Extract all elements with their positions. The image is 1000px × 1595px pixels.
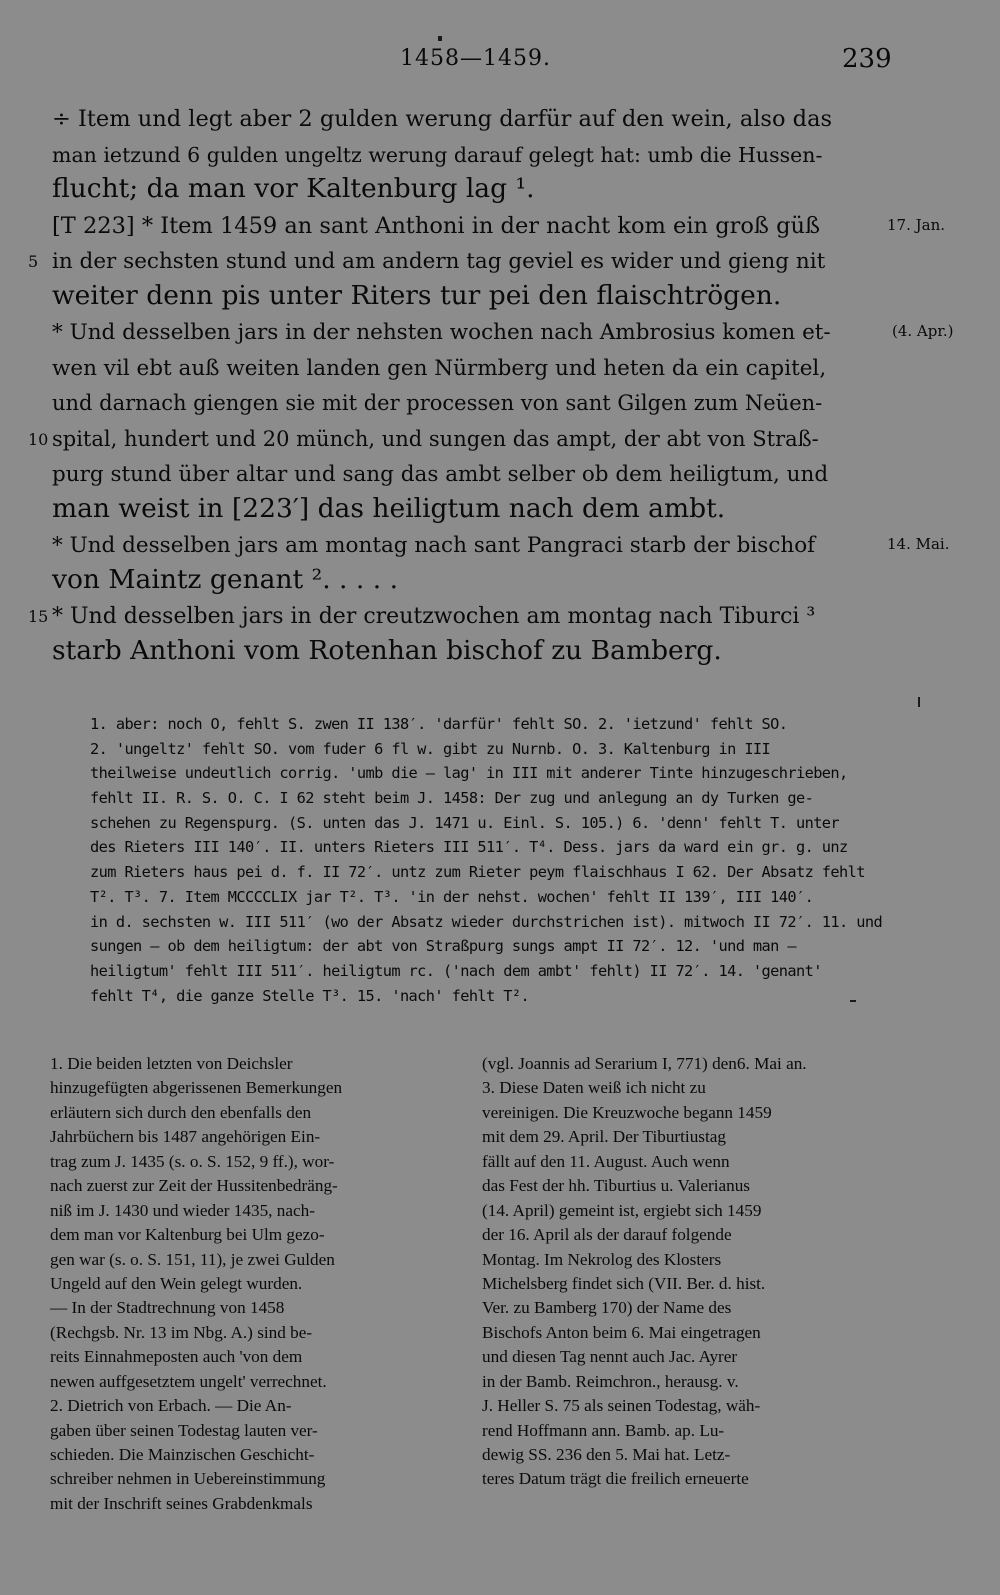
footnote-line: 3. Diese Daten weiß ich nicht zu: [482, 1078, 706, 1098]
footnote-line: hinzugefügten abgerissenen Bemerkungen: [50, 1078, 343, 1098]
running-title: 1458—1459.: [400, 46, 551, 71]
line-text: von Maintz genant ². . . . .: [52, 563, 399, 595]
line-text: * Und desselben jars in der creutzwochen am montag nach Tiburci ³: [52, 604, 816, 629]
apparatus-line: zum Rieters haus pei d. f. II 72′. untz zum Rieter peym flaischhaus I 62. Der Absatz fehlt: [90, 863, 865, 882]
apparatus-line: 2. 'ungeltz' fehlt SO. vom fuder 6 fl w. gibt zu Nurnb. O. 3. Kaltenburg in III: [90, 739, 771, 758]
text-line: [52, 384, 888, 420]
apparatus-line: theilweise undeutlich corrig. 'umb die — lag' in III mit anderer Tinte hinzugeschrieben,: [90, 764, 848, 783]
running-head: [0, 40, 1000, 80]
text-line: [28, 597, 888, 633]
footnotes-left-column: [50, 1052, 448, 1516]
apparatus-line: sungen — ob dem heiligtum: der abt von Straßpurg sungs ampt II 72′. 12. 'und man —: [90, 937, 796, 956]
footnote-line: Michelsberg findet sich (VII. Ber. d. hist.: [482, 1273, 766, 1293]
text-line: [52, 562, 888, 598]
footnote-line: und diesen Tag nennt auch Jac. Ayrer: [482, 1347, 738, 1367]
footnote-line: mit der Inschrift seines Grabdenkmals: [50, 1493, 313, 1513]
critical-apparatus: [90, 712, 886, 1008]
footnote-line: schreiber nehmen in Uebereinstimmung: [50, 1469, 326, 1489]
line-text: weiter denn pis unter Riters tur pei den flaischtrögen.: [52, 279, 782, 311]
text-line: [52, 313, 954, 349]
footnote-line: das Fest der hh. Tiburtius u. Valerianus: [482, 1176, 750, 1196]
footnote-line: (Rechgsb. Nr. 13 im Nbg. A.) sind be-: [50, 1322, 313, 1342]
footnote-line: newen auffgesetztem ungelt' verrechnet.: [50, 1371, 327, 1391]
text-line: [28, 420, 888, 456]
apparatus-line: des Rieters III 140′. II. unters Rieters III 511′. T⁴. Dess. jars da ward ein gr. g. unz: [90, 838, 848, 857]
footnote-line: Bischofs Anton beim 6. Mai eingetragen: [482, 1322, 761, 1342]
text-line: [52, 491, 888, 527]
line-text: * Und desselben jars am montag nach sant Pangraci starb der bischof: [52, 533, 816, 558]
text-line: [52, 278, 888, 314]
text-line: [52, 136, 888, 172]
page-number: 239: [842, 44, 892, 74]
print-speck: [918, 697, 920, 707]
line-text: wen vil ebt auß weiten landen gen Nürmberg und heten da ein capitel,: [52, 355, 827, 381]
line-text: ÷ Item und legt aber 2 gulden werung darfür auf den wein, also das: [52, 106, 833, 132]
main-text: [28, 100, 954, 668]
footnote-line: der 16. April als der darauf folgende: [482, 1225, 732, 1245]
line-text: in der sechsten stund und am andern tag geviel es wider und gieng nit: [52, 249, 826, 274]
footnote-line: trag zum J. 1435 (s. o. S. 152, 9 ff.), wor-: [50, 1151, 335, 1171]
line-number: 15: [28, 607, 49, 626]
footnote-line: J. Heller S. 75 als seinen Todestag, wäh-: [482, 1396, 761, 1416]
apparatus-line: heiligtum' fehlt III 511′. heiligtum rc. ('nach dem ambt' fehlt) II 72′. 14. 'genant': [90, 961, 822, 980]
footnote-line: dewig SS. 236 den 5. Mai hat. Letz-: [482, 1445, 731, 1464]
footnote-line: schieden. Die Mainzischen Geschicht-: [50, 1445, 315, 1464]
text-line: [52, 633, 888, 669]
footnote-line: (vgl. Joannis ad Serarium I, 771) den: [482, 1054, 737, 1073]
footnote-line: reits Einnahmeposten auch 'von dem: [50, 1347, 303, 1367]
line-number: 5: [28, 252, 39, 271]
footnote-line: teres Datum trägt die freilich erneuerte: [482, 1469, 749, 1489]
apparatus-line: T². T³. 7. Item MCCCCLIX jar T². T³. 'in der nehst. wochen' fehlt II 139′, III 140′.: [90, 887, 814, 906]
print-speck: [850, 1000, 856, 1002]
footnote-line: Ungeld auf den Wein gelegt wurden.: [50, 1273, 303, 1293]
footnote-line: gen war (s. o. S. 151, 11), je zwei Gulden: [50, 1249, 335, 1269]
footnote-line: rend Hoffmann ann. Bamb. ap. Lu-: [482, 1420, 725, 1440]
footnote-line: nach zuerst zur Zeit der Hussitenbedräng-: [50, 1176, 338, 1196]
footnote-line: dem man vor Kaltenburg bei Ulm gezo-: [50, 1225, 325, 1245]
text-line: [52, 349, 888, 385]
footnote-line: 2. Dietrich von Erbach. — Die An-: [50, 1396, 292, 1416]
footnote-line: — In der Stadtrechnung von 1458: [50, 1298, 285, 1318]
line-text: man ietzund 6 gulden ungeltz werung darauf gelegt hat: umb die Hussen-: [52, 142, 823, 167]
text-line: [52, 171, 888, 207]
footnote-line: 6. Mai an.: [736, 1054, 807, 1073]
line-text: purg stund über altar und sang das ambt selber ob dem heiligtum, und: [52, 462, 829, 487]
margin-date: 17. Jan.: [887, 215, 946, 234]
margin-date: 14. Mai.: [887, 535, 950, 553]
apparatus-line: 1. aber: noch O, fehlt S. zwen II 138′. 'darfür' fehlt SO. 2. 'ietzund' fehlt SO.: [90, 715, 788, 733]
line-text: spital, hundert und 20 münch, und sungen das ampt, der abt von Straß-: [52, 426, 819, 451]
line-number: 10: [28, 429, 49, 449]
footnote-line: Jahrbüchern bis 1487 angehörigen Ein-: [50, 1127, 321, 1147]
text-line: [52, 207, 946, 243]
footnote-line: niß im J. 1430 und wieder 1435, nach-: [50, 1200, 315, 1220]
footnote-line: Ver. zu Bamberg 170) der Name des: [482, 1298, 732, 1318]
line-text: starb Anthoni vom Rotenhan bischof zu Bamberg.: [52, 634, 722, 666]
footnote-line: 1. Die beiden letzten von Deichsler: [50, 1054, 293, 1073]
line-text: [T 223] * Item 1459 an sant Anthoni in der nacht kom ein groß güß: [52, 212, 821, 239]
print-speck: [438, 36, 442, 41]
text-line: [52, 526, 950, 562]
footnote-line: in der Bamb. Reimchron., herausg. v.: [482, 1371, 739, 1391]
line-text: und darnach giengen sie mit der processen von sant Gilgen zum Neüen-: [52, 391, 823, 415]
text-line: [28, 242, 888, 278]
apparatus-line: fehlt II. R. S. O. C. I 62 steht beim J. 1458: Der zug und anlegung an dy Turken ge-: [90, 789, 814, 808]
text-line: [52, 455, 888, 491]
footnote-line: fällt auf den 11. August. Auch wenn: [482, 1151, 730, 1171]
line-text: * Und desselben jars in der nehsten wochen nach Ambrosius komen et-: [52, 320, 831, 345]
apparatus-line: fehlt T⁴, die ganze Stelle T³. 15. 'nach' fehlt T².: [90, 986, 530, 1005]
footnote-line: gaben über seinen Todestag lauten ver-: [50, 1420, 318, 1440]
apparatus-line: schehen zu Regenspurg. (S. unten das J. 1471 u. Einl. S. 105.) 6. 'denn' fehlt T. unter: [90, 813, 840, 832]
footnotes-right-column: [482, 1052, 880, 1492]
footnote-line: erläutern sich durch den ebenfalls den: [50, 1102, 312, 1122]
footnote-line: mit dem 29. April. Der Tiburtiustag: [482, 1127, 726, 1147]
apparatus-line: in d. sechsten w. III 511′ (wo der Absatz wieder durchstrichen ist). mitwoch II 72′. 11. und: [90, 912, 883, 931]
line-text: flucht; da man vor Kaltenburg lag ¹.: [52, 173, 535, 204]
footnote-line: vereinigen. Die Kreuzwoche begann 1459: [482, 1102, 772, 1122]
margin-date: (4. Apr.): [892, 322, 954, 340]
footnote-line: Montag. Im Nekrolog des Klosters: [482, 1249, 722, 1269]
line-text: man weist in [223′] das heiligtum nach dem ambt.: [52, 492, 726, 524]
footnote-line: (14. April) gemeint ist, ergiebt sich 1459: [482, 1200, 762, 1220]
text-line: [52, 100, 888, 136]
